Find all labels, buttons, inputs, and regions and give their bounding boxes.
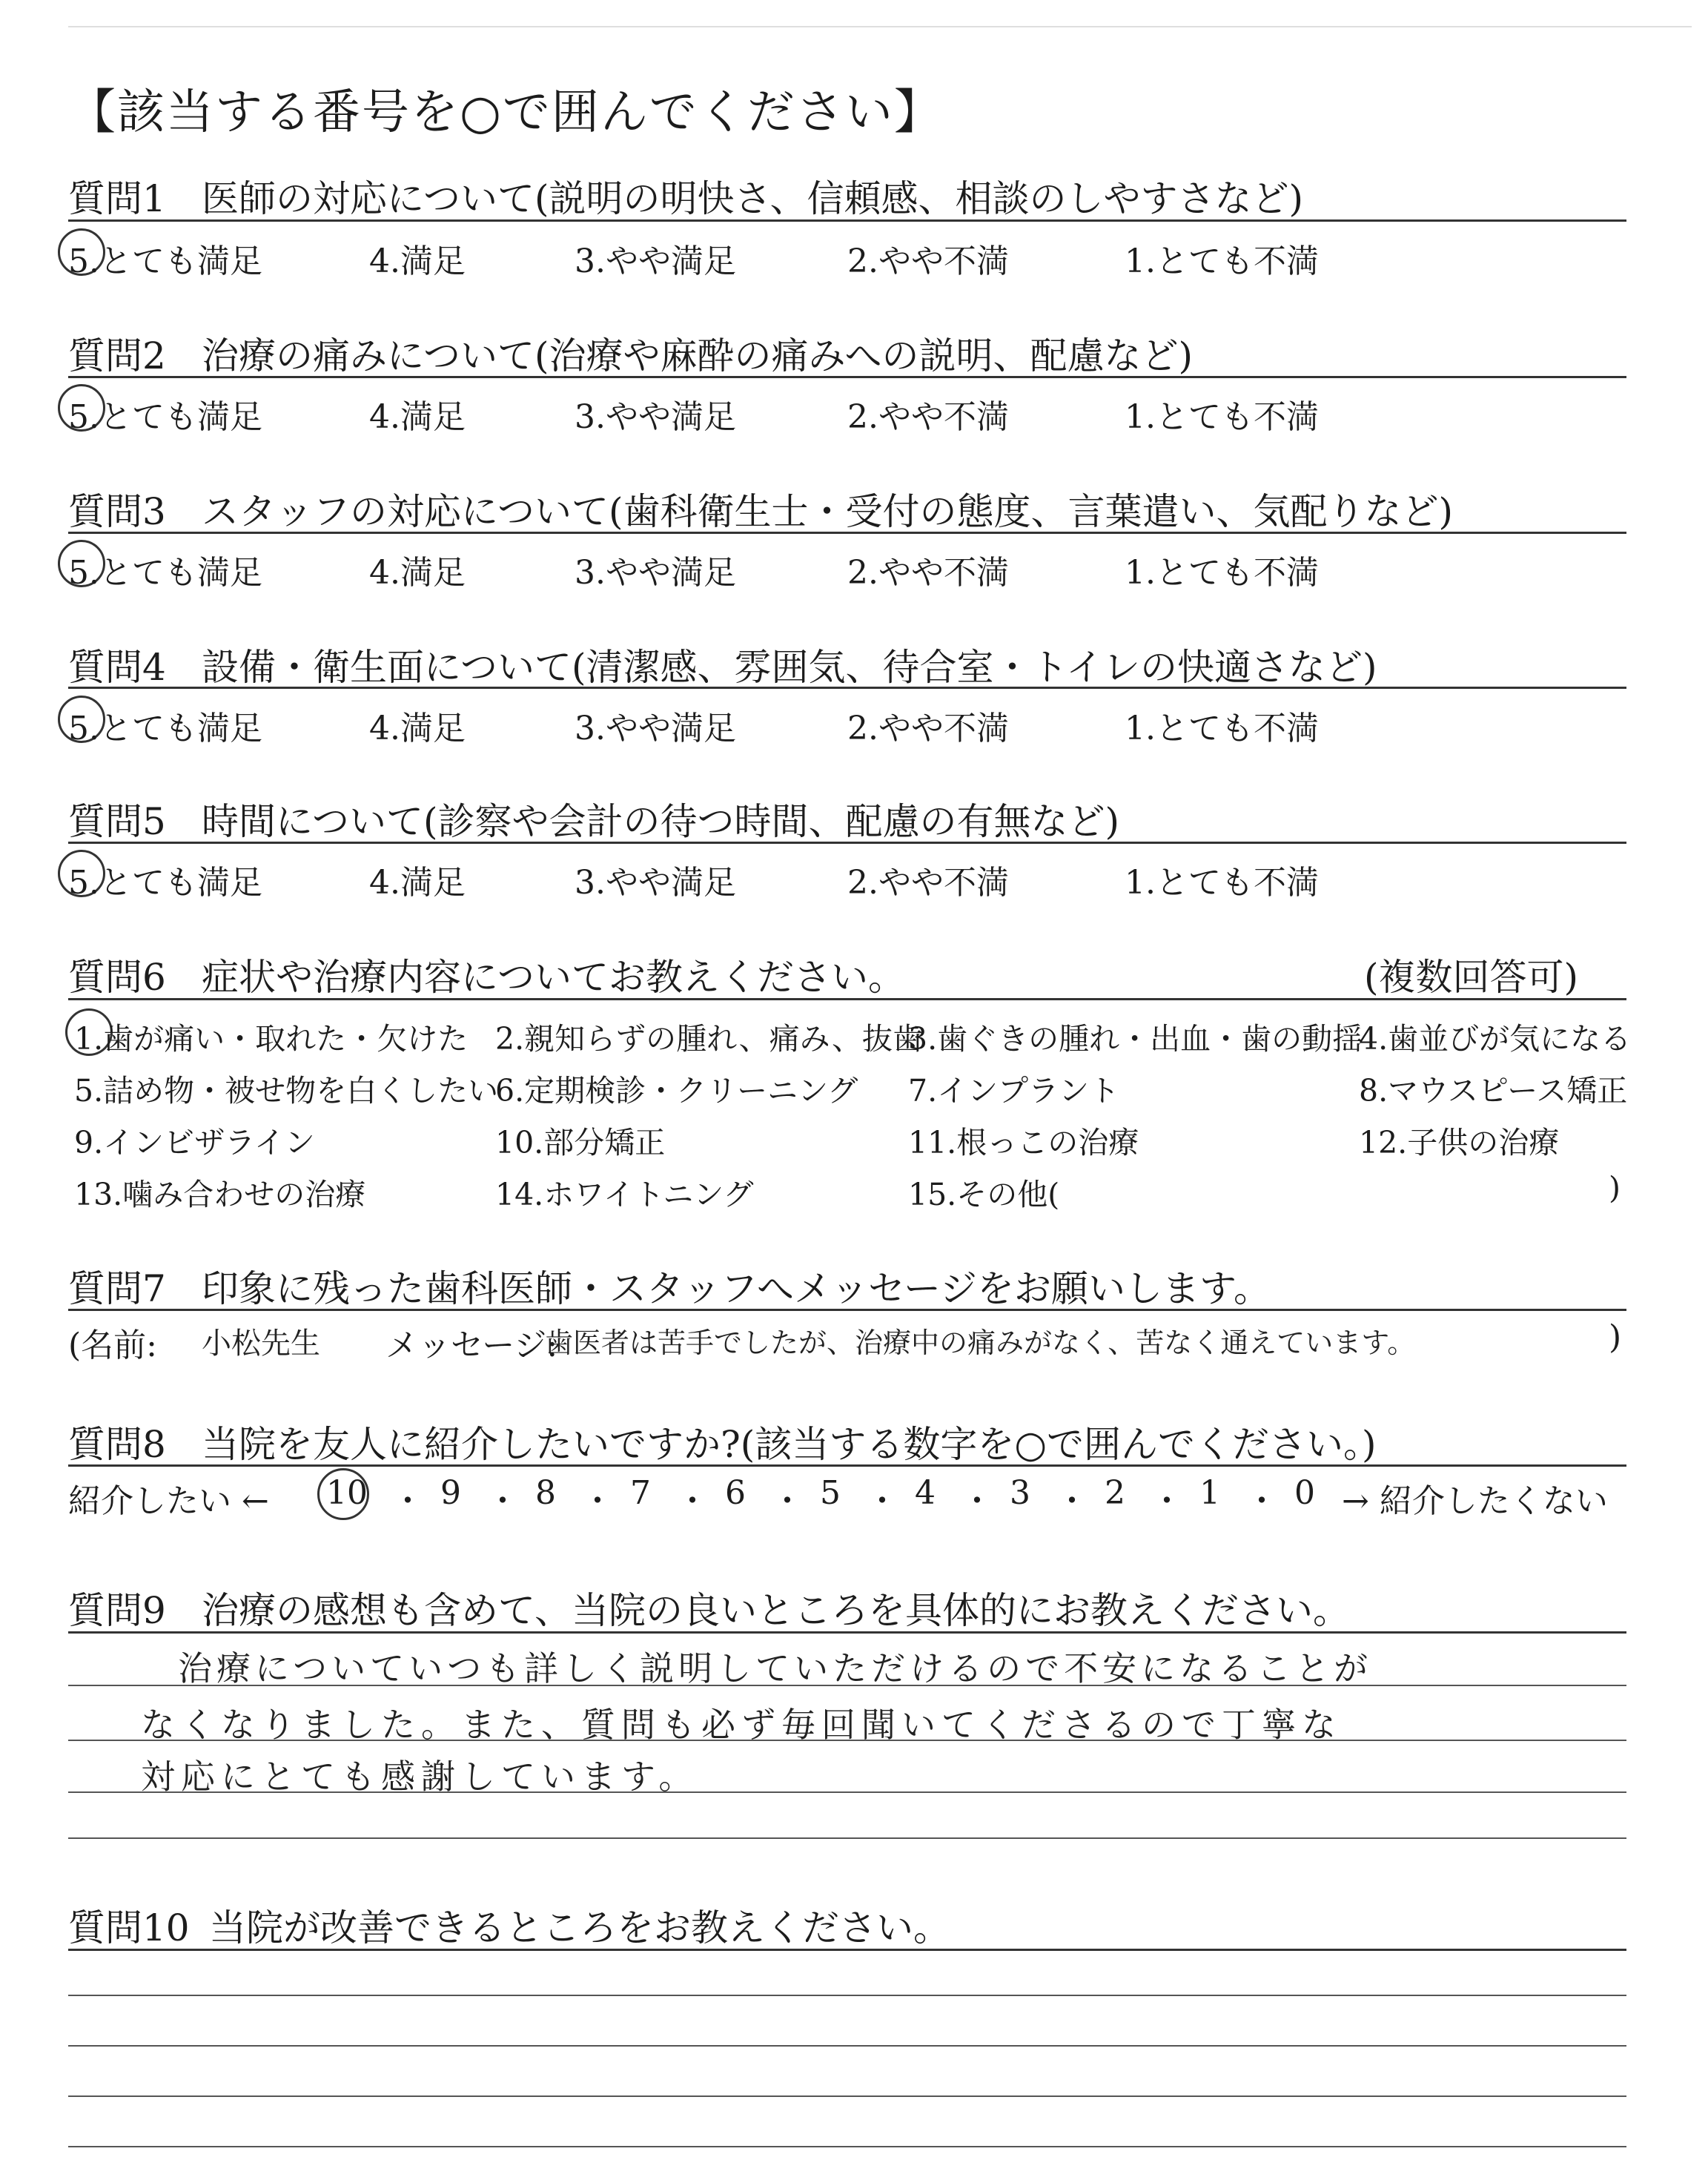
score-6[interactable]: 6: [725, 1474, 746, 1512]
symptom-option[interactable]: 13.噛み合わせの治療: [74, 1177, 366, 1212]
question-text: 時間について(診察や会計の待つ時間、配慮の有無など): [202, 800, 1120, 843]
option-4[interactable]: 4.満足: [369, 864, 466, 902]
question-8: [68, 1415, 1376, 1468]
name-label: (名前:: [68, 1327, 157, 1364]
answer-line: [68, 1791, 1626, 1793]
separator-dot: ・: [1056, 1482, 1088, 1520]
option-4[interactable]: 4.満足: [369, 710, 466, 747]
symptom-option[interactable]: 4.歯並びが気になる: [1359, 1021, 1632, 1057]
option-4[interactable]: 4.満足: [369, 398, 466, 436]
question-text: 当院が改善できるところをお教えください。: [209, 1906, 950, 1949]
question-text: スタッフの対応について(歯科衛生士・受付の態度、言葉遣い、気配りなど): [202, 490, 1454, 533]
symptom-option[interactable]: 6.定期検診・クリーニング: [495, 1073, 858, 1109]
separator-dot: ・: [771, 1482, 804, 1520]
score-0[interactable]: 0: [1294, 1474, 1315, 1512]
separator-dot: ・: [866, 1482, 898, 1520]
option-3[interactable]: 3.やや満足: [575, 242, 736, 280]
divider: [68, 842, 1626, 844]
option-4[interactable]: 4.満足: [369, 554, 466, 592]
separator-dot: ・: [1245, 1482, 1278, 1520]
question-text: 印象に残った歯科医師・スタッフへメッセージをお願いします。: [202, 1267, 1271, 1310]
option-5[interactable]: 5.とても満足: [68, 398, 262, 436]
question-number: 質問10: [68, 1906, 190, 1949]
handwritten-answer-line[interactable]: なくなりました。また、質問も必ず毎回聞いてくださるので丁寧な: [141, 1705, 1342, 1745]
option-4[interactable]: 4.満足: [369, 242, 466, 280]
question-9: [68, 1581, 1350, 1634]
divider: [68, 1631, 1626, 1634]
option-5[interactable]: 5.とても満足: [68, 710, 262, 747]
option-2[interactable]: 2.やや不満: [847, 864, 1009, 902]
question-number: 質問9: [68, 1589, 166, 1632]
paren-close: ): [1609, 1170, 1621, 1206]
option-5[interactable]: 5.とても満足: [68, 242, 262, 280]
divider: [68, 1949, 1626, 1951]
answer-line[interactable]: [68, 2095, 1626, 2097]
answer-line: [68, 1837, 1626, 1839]
score-10[interactable]: 10: [326, 1474, 368, 1512]
separator-dot: ・: [1151, 1482, 1183, 1520]
score-9[interactable]: 9: [440, 1474, 461, 1512]
separator-dot: ・: [961, 1482, 993, 1520]
symptom-option[interactable]: 14.ホワイトニング: [495, 1177, 754, 1212]
question-text: 治療の痛みについて(治療や麻酔の痛みへの説明、配慮など): [202, 334, 1194, 377]
question-3: [68, 482, 1453, 535]
separator-dot: ・: [581, 1482, 614, 1520]
top-border: [68, 26, 1692, 27]
divider: [68, 219, 1626, 222]
option-1[interactable]: 1.とても不満: [1125, 242, 1319, 280]
symptom-option[interactable]: 5.詰め物・被せ物を白くしたい: [74, 1073, 499, 1109]
paren-close: ): [1609, 1318, 1622, 1356]
question-4: [68, 638, 1377, 691]
multiple-answers-note: (複数回答可): [1364, 956, 1579, 999]
question-number: 質問6: [68, 956, 166, 999]
option-3[interactable]: 3.やや満足: [575, 398, 736, 436]
divider: [68, 532, 1626, 534]
answer-line: [68, 1740, 1626, 1741]
answer-line[interactable]: [68, 2146, 1626, 2147]
handwritten-name[interactable]: 小松先生: [202, 1327, 320, 1361]
option-2[interactable]: 2.やや不満: [847, 242, 1009, 280]
score-3[interactable]: 3: [1010, 1474, 1030, 1512]
option-5[interactable]: 5.とても満足: [68, 864, 262, 902]
option-1[interactable]: 1.とても不満: [1125, 710, 1319, 747]
form-header: 【該当する番号を○で囲んでください】: [68, 85, 943, 140]
answer-line[interactable]: [68, 1995, 1626, 1996]
option-1[interactable]: 1.とても不満: [1125, 398, 1319, 436]
score-7[interactable]: 7: [630, 1474, 651, 1512]
divider: [68, 1464, 1626, 1467]
question-text: 症状や治療内容についてお教えください。: [202, 956, 905, 999]
divider: [68, 687, 1626, 689]
symptom-option-other[interactable]: 15.その他(: [908, 1177, 1060, 1212]
symptom-option[interactable]: 8.マウスピース矯正: [1359, 1073, 1628, 1109]
option-1[interactable]: 1.とても不満: [1125, 554, 1319, 592]
option-1[interactable]: 1.とても不満: [1125, 864, 1319, 902]
option-2[interactable]: 2.やや不満: [847, 710, 1009, 747]
option-5[interactable]: 5.とても満足: [68, 554, 262, 592]
handwritten-answer-line[interactable]: 対応にとても感謝しています。: [141, 1757, 699, 1797]
question-2: [68, 326, 1193, 380]
symptom-option[interactable]: 1.歯が痛い・取れた・欠けた: [74, 1021, 469, 1057]
message-label: メッセージ:: [385, 1327, 558, 1364]
score-5[interactable]: 5: [820, 1474, 841, 1512]
divider: [68, 1309, 1626, 1311]
question-6: [68, 948, 905, 1001]
option-3[interactable]: 3.やや満足: [575, 864, 736, 902]
question-text: 設備・衛生面について(清潔感、雰囲気、待合室・トイレの快適さなど): [202, 646, 1377, 689]
answer-line[interactable]: [68, 2045, 1626, 2047]
divider: [68, 376, 1626, 378]
handwritten-answer-line[interactable]: 治療についていつも詳しく説明していただけるので不安になることが: [178, 1648, 1373, 1688]
question-number: 質問4: [68, 646, 166, 689]
question-text: 医師の対応について(説明の明快さ、信頼感、相談のしやすさなど): [202, 177, 1304, 220]
answer-line: [68, 1685, 1626, 1686]
question-number: 質問2: [68, 334, 166, 377]
question-1: [68, 169, 1303, 222]
option-2[interactable]: 2.やや不満: [847, 398, 1009, 436]
question-text: 当院を友人に紹介したいですか?(該当する数字を○で囲んでください。): [202, 1423, 1377, 1466]
question-5: [68, 792, 1119, 845]
separator-dot: ・: [391, 1482, 424, 1520]
question-number: 質問8: [68, 1423, 166, 1466]
score-2[interactable]: 2: [1105, 1474, 1125, 1512]
option-3[interactable]: 3.やや満足: [575, 710, 736, 747]
question-10: [68, 1898, 950, 1952]
recommend-left-label: 紹介したい ←: [68, 1482, 269, 1520]
symptom-option[interactable]: 10.部分矯正: [495, 1125, 666, 1160]
separator-dot: ・: [676, 1482, 709, 1520]
question-text: 治療の感想も含めて、当院の良いところを具体的にお教えください。: [202, 1589, 1350, 1632]
score-4[interactable]: 4: [915, 1474, 936, 1512]
handwritten-message[interactable]: 歯医者は苦手でしたが、治療中の痛みがなく、苦なく通えています。: [545, 1327, 1416, 1359]
symptom-option[interactable]: 9.インビザライン: [74, 1125, 315, 1160]
symptom-option[interactable]: 12.子供の治療: [1359, 1125, 1560, 1160]
divider: [68, 998, 1626, 1000]
recommend-right-label: → 紹介したくない: [1342, 1482, 1608, 1520]
symptom-option[interactable]: 11.根っこの治療: [908, 1125, 1139, 1160]
symptom-option[interactable]: 7.インプラント: [908, 1073, 1120, 1109]
score-1[interactable]: 1: [1199, 1474, 1220, 1512]
option-2[interactable]: 2.やや不満: [847, 554, 1009, 592]
score-8[interactable]: 8: [535, 1474, 556, 1512]
question-number: 質問3: [68, 490, 166, 533]
separator-dot: ・: [486, 1482, 519, 1520]
option-3[interactable]: 3.やや満足: [575, 554, 736, 592]
symptom-option[interactable]: 3.歯ぐきの腫れ・出血・歯の動揺: [908, 1021, 1363, 1057]
question-number: 質問7: [68, 1267, 166, 1310]
question-7: [68, 1259, 1271, 1312]
symptom-option[interactable]: 2.親知らずの腫れ、痛み、抜歯: [495, 1021, 924, 1057]
question-number: 質問5: [68, 800, 166, 843]
question-number: 質問1: [68, 177, 166, 220]
